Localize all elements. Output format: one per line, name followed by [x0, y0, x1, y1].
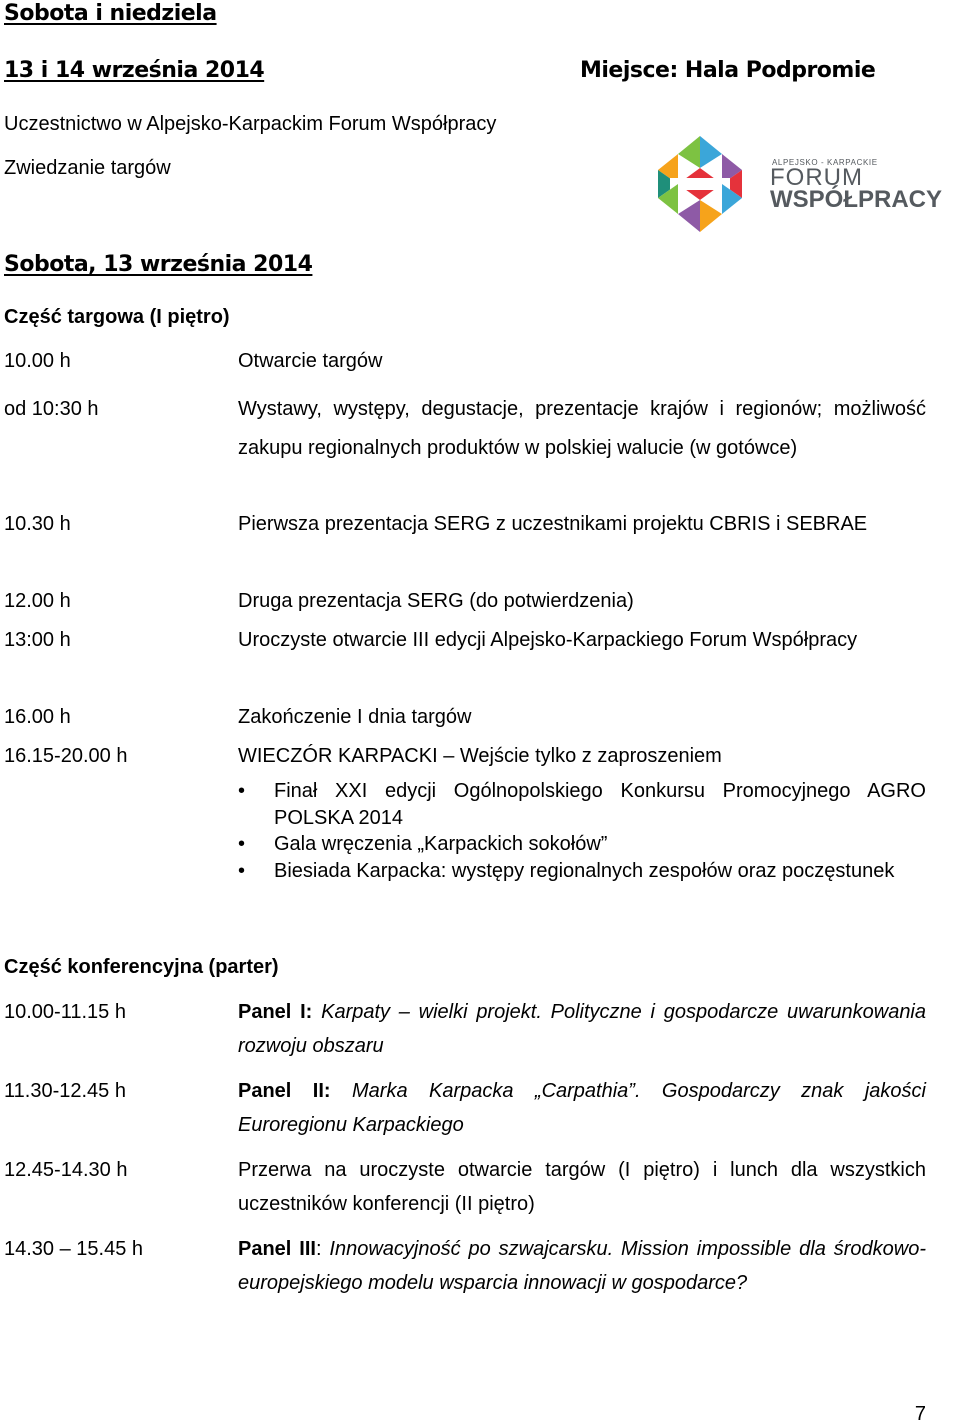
schedule-description: Wystawy, występy, degustacje, prezentacje krajów i regionów; możliwość zakupu regionalnych produktów w polskiej walucie (w gotówce) [238, 398, 926, 459]
panel-label: Panel III [238, 1238, 316, 1260]
evening-program-list [238, 778, 926, 884]
logo-top-text: ALPEJSKO - KARPACKIE [772, 158, 878, 167]
schedule-description: Otwarcie targów [238, 350, 383, 372]
schedule-time: 12.00 h [4, 590, 71, 612]
page-number: 7 [914, 1403, 926, 1425]
schedule-description: Zakończenie I dnia targów [238, 706, 472, 728]
schedule-description: Druga prezentacja SERG (do potwierdzenia) [238, 590, 634, 612]
panel-label: Panel II: [238, 1080, 331, 1102]
list-item [238, 778, 926, 831]
list-item [238, 858, 926, 885]
panel-title: Marka Karpacka „Carpathia”. Gospodarczy znak jakości Euroregionu Karpackiego [238, 1080, 926, 1136]
conference-time: 10.00-11.15 h [4, 1001, 126, 1023]
conference-description: Przerwa na uroczyste otwarcie targów (I piętro) i lunch dla wszystkich uczestników konferencji (II piętro) [238, 1159, 926, 1215]
event-location: Miejsce: Hala Podpromie [580, 58, 876, 83]
list-item-text: Finał XXI edycji Ogólnopolskiego Konkursu Promocyjnego AGRO POLSKA 2014 [274, 780, 926, 829]
logo-word-wspolpracy: WSPÓŁPRACY [770, 186, 943, 213]
bullet-icon: • [238, 833, 246, 855]
document-title: Sobota i niedziela [4, 1, 217, 26]
list-item-text: Gala wręczenia „Karpackich sokołów” [274, 833, 608, 855]
list-item-text: Biesiada Karpacka: występy regionalnych zespołów oraz poczęstunek [274, 859, 895, 882]
panel-colon: : [315, 1238, 322, 1260]
fair-section-heading: Część targowa (I piętro) [4, 306, 230, 328]
conference-section-heading: Część konferencyjna (parter) [4, 956, 279, 978]
schedule-time: 16.15-20.00 h [4, 745, 128, 767]
bullet-icon: • [238, 859, 246, 882]
schedule-time: od 10:30 h [4, 398, 99, 420]
schedule-description: Uroczyste otwarcie III edycji Alpejsko-Karpackiego Forum Współpracy [238, 629, 858, 651]
schedule-description: Pierwsza prezentacja SERG z uczestnikami projektu CBRIS i SEBRAE [238, 513, 868, 535]
event-dates: 13 i 14 września 2014 [4, 58, 265, 83]
conference-time: 11.30-12.45 h [4, 1080, 126, 1102]
conference-time: 12.45-14.30 h [4, 1159, 128, 1181]
conference-time: 14.30 – 15.45 h [4, 1238, 144, 1260]
conference-description [238, 1232, 926, 1300]
list-item [238, 831, 926, 858]
schedule-time: 10.00 h [4, 350, 71, 372]
panel-label: Panel I: [238, 1001, 313, 1023]
header-line-forum: Uczestnictwo w Alpejsko-Karpackim Forum Współpracy [4, 113, 497, 135]
schedule-time: 16.00 h [4, 706, 71, 728]
bullet-icon: • [238, 780, 246, 802]
schedule-time: 13:00 h [4, 629, 71, 651]
conference-description [238, 1074, 926, 1142]
header-line-fair: Zwiedzanie targów [4, 157, 171, 179]
forum-logo [652, 134, 960, 234]
schedule-time: 10.30 h [4, 513, 71, 535]
saturday-heading: Sobota, 13 września 2014 [4, 252, 313, 277]
conference-description [238, 995, 926, 1063]
schedule-description: WIECZÓR KARPACKI – Wejście tylko z zaproszeniem [238, 745, 722, 767]
panel-title: Karpaty – wielki projekt. Polityczne i gospodarcze uwarunkowania rozwoju obszaru [238, 1001, 927, 1057]
panel-title: Innowacyjność po szwajcarsku. Mission impossible dla środkowo-europejskiego modelu wsparcia innowacji w gospodarce? [238, 1238, 926, 1294]
logo-word-forum: FORUM [770, 164, 863, 191]
